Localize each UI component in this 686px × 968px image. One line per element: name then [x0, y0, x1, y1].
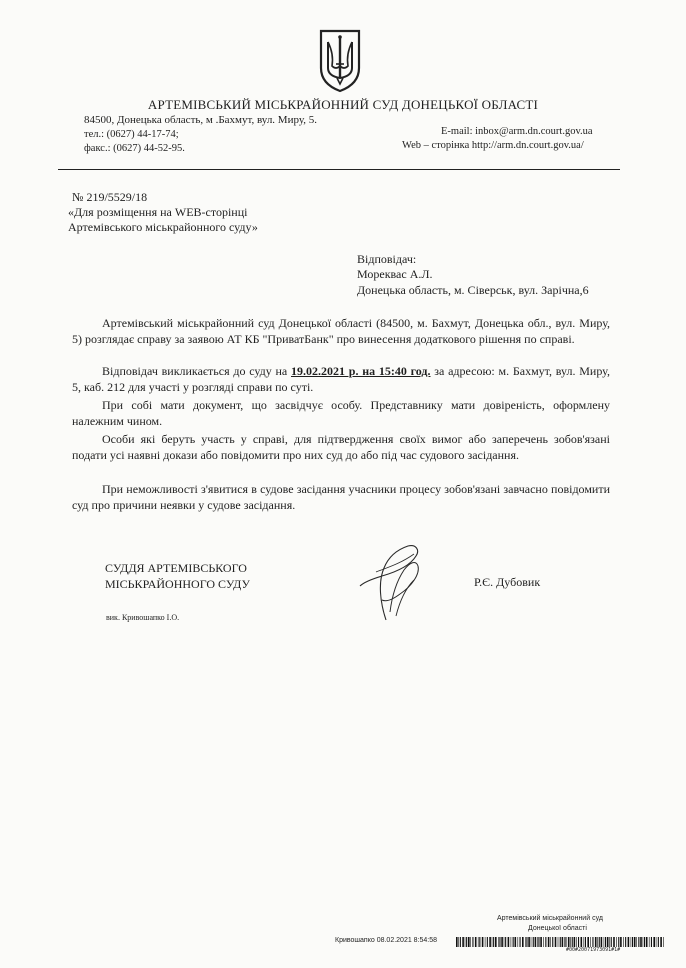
barcode-bar: [499, 937, 500, 947]
barcode-bar: [623, 937, 624, 947]
barcode-bar: [518, 937, 519, 947]
barcode-bar: [528, 937, 530, 947]
barcode-bar: [640, 937, 642, 947]
paragraph-case-info: [72, 315, 610, 347]
barcode-bar: [628, 937, 630, 947]
court-address: 84500, Донецька область, м .Бахмут, вул. Миру, 5.: [84, 114, 317, 126]
barcode-bar: [599, 937, 600, 947]
barcode-digits: #00#20071973091#1#: [566, 947, 621, 953]
barcode-bar: [501, 937, 503, 947]
barcode-bar: [522, 937, 524, 947]
barcode-bar: [555, 937, 557, 947]
barcode-bar: [478, 937, 479, 947]
barcode-bar: [545, 937, 546, 947]
barcode-bar: [492, 937, 493, 947]
barcode-bar: [511, 937, 512, 947]
barcode-bar: [638, 937, 639, 947]
barcode-bar: [472, 937, 473, 947]
court-phone: тел.: (0627) 44-17-74;: [84, 129, 179, 140]
barcode-bar: [646, 937, 648, 947]
court-fax: факс.: (0627) 44-52-95.: [84, 143, 185, 154]
barcode-bar: [533, 937, 534, 947]
barcode-bar: [456, 937, 458, 947]
barcode-bar: [607, 937, 609, 947]
judge-title-line2: МІСЬКРАЙОННОГО СУДУ: [105, 577, 250, 591]
barcode-bar: [558, 937, 559, 947]
barcode-bar: [620, 937, 622, 947]
barcode-bar: [550, 937, 551, 947]
barcode-bar: [649, 937, 650, 947]
court-website: Web – сторінка http://arm.dn.court.gov.ua/: [402, 140, 584, 151]
barcode-bar: [552, 937, 553, 947]
barcode-bar: [479, 937, 480, 947]
barcode-bar: [538, 937, 539, 947]
barcode-bar: [663, 937, 664, 947]
barcode-icon: [456, 937, 666, 947]
recipient-address: Донецька область, м. Сіверськ, вул. Зарічна,6: [357, 283, 589, 297]
barcode-bar: [562, 937, 564, 947]
header-divider: [58, 169, 620, 170]
barcode-bar: [540, 937, 542, 947]
barcode-bar: [625, 937, 626, 947]
paragraph-documents: [72, 397, 610, 429]
paragraph-evidence: [72, 431, 610, 463]
barcode-bar: [574, 937, 576, 947]
barcode-bar: [601, 937, 603, 947]
barcode-bar: [543, 937, 544, 947]
barcode-bar: [590, 937, 591, 947]
barcode-bar: [597, 937, 598, 947]
barcode-bar: [578, 937, 579, 947]
publication-note-line1: «Для розміщення на WEB-сторінці: [68, 205, 248, 219]
barcode-bar: [604, 937, 605, 947]
paragraph-case-info-text: Артемівський міськрайонний суд Донецької області (84500, м. Бахмут, Донецька обл., вул. Миру, 5) розглядає справу за заявою АТ КБ "ПриватБанк" про винесення додаткового рішення по справі.: [72, 316, 610, 346]
summons-text-after: за адресою: м. Бахмут, вул. Миру, 5, каб. 212 для участі у розгляді справи по суті.: [72, 364, 610, 394]
barcode-bar: [489, 937, 491, 947]
paragraph-summons-text: [72, 363, 610, 395]
barcode-bar: [585, 937, 586, 947]
barcode-bar: [611, 937, 612, 947]
barcode-bar: [520, 937, 521, 947]
hearing-datetime: 19.02.2021 р. на 15:40 год.: [291, 364, 431, 378]
judge-name: Р.Є. Дубовик: [474, 575, 541, 589]
barcode-bar: [560, 937, 561, 947]
publication-note-line2: Артемівського міськрайонного суду»: [68, 220, 258, 234]
judge-title-line1: СУДДЯ АРТЕМІВСЬКОГО: [105, 561, 247, 575]
barcode-bar: [595, 937, 597, 947]
court-name: АРТЕМІВСЬКИЙ МІСЬКРАЙОННИЙ СУД ДОНЕЦЬКОЇ ОБЛАСТІ: [147, 97, 539, 112]
recipient-name: Мореквас А.Л.: [357, 267, 433, 281]
barcode-bar: [485, 937, 486, 947]
barcode-bar: [632, 937, 633, 947]
barcode-bar: [584, 937, 585, 947]
barcode-bar: [618, 937, 619, 947]
barcode-bar: [465, 937, 466, 947]
barcode-bar: [493, 937, 494, 947]
stamp-court-line2: Донецької області: [528, 925, 587, 932]
barcode-bar: [513, 937, 514, 947]
paragraph-absence-text: При неможливості з'явитися в судове засідання учасники процесу зобов'язані завчасно повідомити суд про причини неявки у судове засідання.: [72, 482, 610, 512]
barcode-bar: [508, 937, 510, 947]
barcode-bar: [548, 937, 550, 947]
barcode-bar: [581, 937, 583, 947]
barcode-bar: [572, 937, 573, 947]
stamp-court-line1: Артемівський міськрайонний суд: [497, 915, 603, 922]
barcode-bar: [636, 937, 637, 947]
barcode-bar: [631, 937, 632, 947]
barcode-bar: [470, 937, 471, 947]
barcode-bar: [535, 937, 537, 947]
barcode-bar: [605, 937, 606, 947]
barcode-bar: [466, 937, 467, 947]
barcode-bar: [616, 937, 617, 947]
barcode-bar: [658, 937, 659, 947]
barcode-bar: [487, 937, 488, 947]
barcode-bar: [587, 937, 589, 947]
barcode-bar: [634, 937, 636, 947]
barcode-bar: [462, 937, 464, 947]
barcode-bar: [504, 937, 505, 947]
case-number: № 219/5529/18: [72, 190, 148, 204]
barcode-bar: [525, 937, 526, 947]
paragraph-documents-text: При собі мати документ, що засвідчує особу. Представнику мати довіреність, оформлену належним чином.: [72, 398, 610, 428]
ukraine-trident-icon: [316, 28, 364, 94]
barcode-bar: [526, 937, 527, 947]
barcode-bar: [568, 937, 570, 947]
barcode-bar: [576, 937, 577, 947]
barcode-bar: [458, 937, 459, 947]
court-email: E-mail: inbox@arm.dn.court.gov.ua: [441, 126, 593, 137]
barcode-bar: [515, 937, 517, 947]
paragraph-summons: [72, 363, 610, 395]
barcode-bar: [643, 937, 644, 947]
handwritten-signature-icon: [356, 542, 430, 622]
barcode-bar: [592, 937, 593, 947]
barcode-bar: [613, 937, 615, 947]
summons-text-before: Відповідач викликається до суду на: [102, 364, 292, 378]
barcode-bar: [644, 937, 645, 947]
barcode-bar: [651, 937, 652, 947]
barcode-bar: [505, 937, 506, 947]
barcode-bar: [482, 937, 484, 947]
barcode-bar: [653, 937, 655, 947]
paragraph-evidence-text: Особи які беруть участь у справі, для підтвердження своїх вимог або заперечень зобов'язані подати усі наявні докази або повідомити про них суд до або під час судового засідання.: [72, 432, 610, 462]
executor-name: вик. Кривошапко І.О.: [106, 613, 180, 622]
barcode-bar: [460, 937, 461, 947]
barcode-bar: [656, 937, 657, 947]
paragraph-absence: [72, 481, 610, 513]
barcode-bar: [609, 937, 610, 947]
recipient-label: Відповідач:: [357, 252, 417, 266]
stamp-operator-datetime: Кривошапко 08.02.2021 8:54:58: [335, 937, 438, 944]
barcode-bar: [537, 937, 538, 947]
barcode-bar: [564, 937, 565, 947]
barcode-bar: [495, 937, 497, 947]
barcode-bar: [498, 937, 499, 947]
barcode-bar: [475, 937, 477, 947]
barcode-bar: [660, 937, 662, 947]
barcode-bar: [531, 937, 532, 947]
barcode-bar: [570, 937, 571, 947]
barcode-bar: [468, 937, 470, 947]
barcode-bar: [565, 937, 566, 947]
